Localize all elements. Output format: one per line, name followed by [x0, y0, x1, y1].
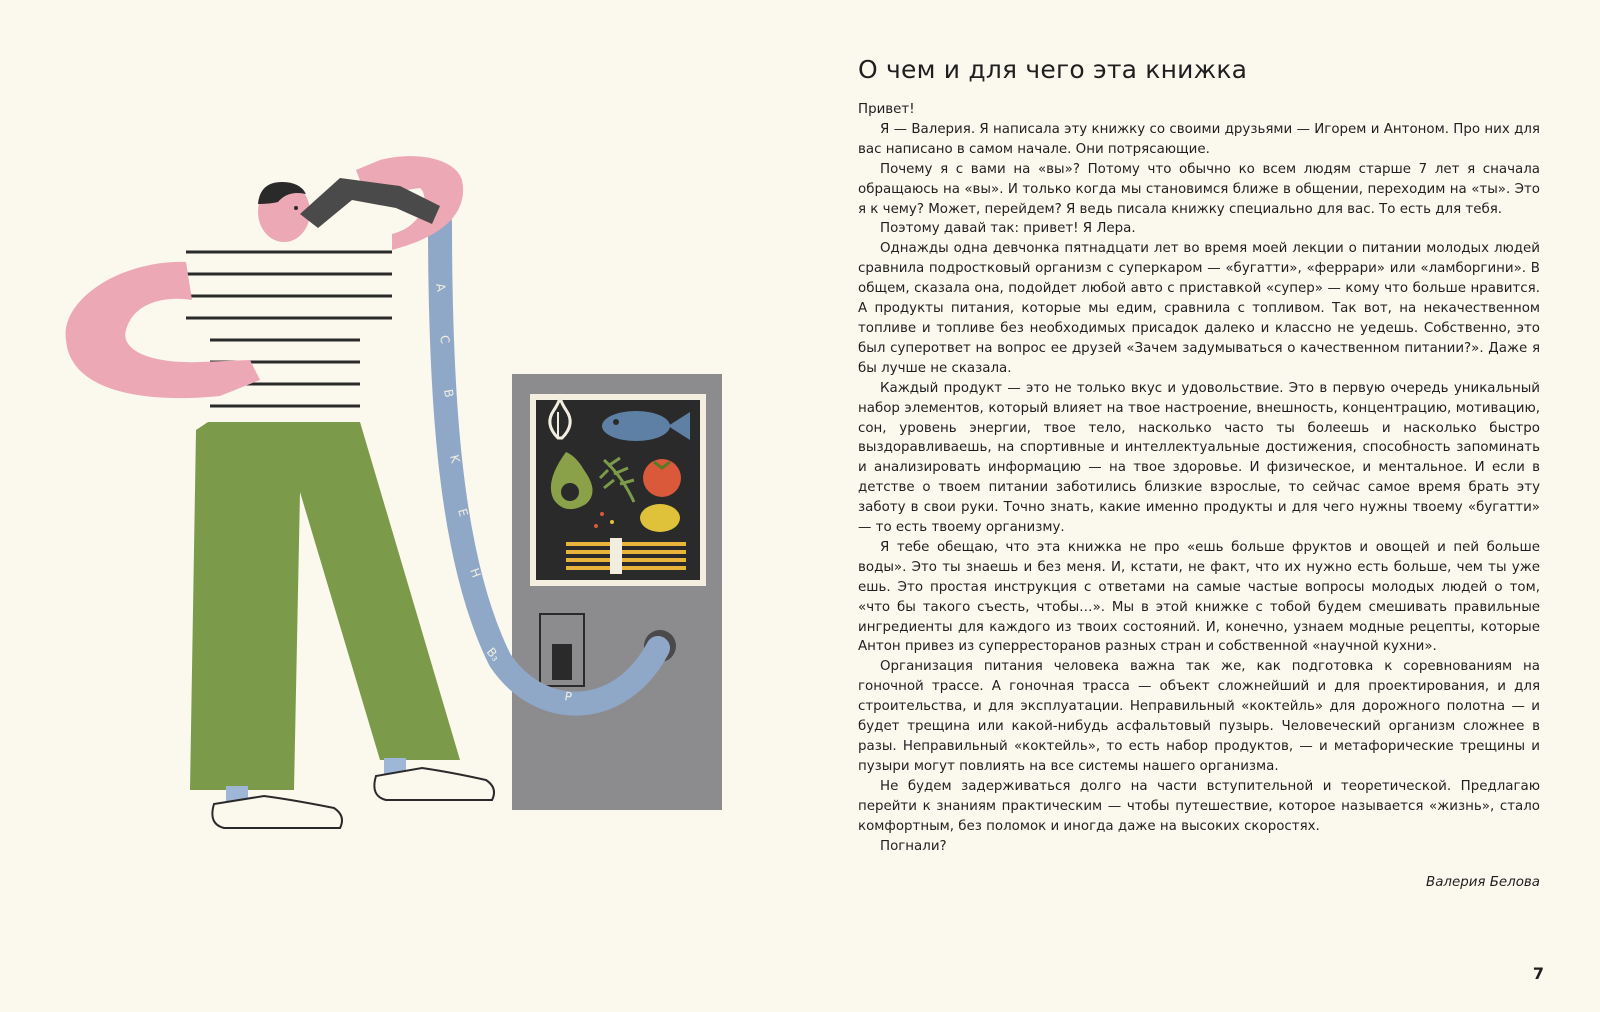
author-signature: Валерия Белова: [1426, 875, 1540, 891]
paragraph: Не будем задерживаться долго на части вступительной и теоретической. Предлагаю перейти к знаниям практическим — чтобы путешествие, которое называется «жизнь», стало комфортным, без поломок и иногда даже на высоких скоростях.: [858, 778, 1540, 834]
paragraph: Организация питания человека важна так же, как подготовка к соревнованиям на гоночной трассе. А гоночная трасса — объект сложнейший и для проектирования, и для строительства, и для эксплуатации. Неправильный «коктейль» для дорожного полотна — и будет трещина или какой-нибудь асфальтовый пузырь. Человеческий организм сложнее в разы. Неправильный «коктейль», то есть набор продуктов, — и метафорические трещины и пузыри могут повлиять на все системы нашего организма.: [858, 659, 1540, 774]
hose-letter-a: A: [433, 282, 449, 293]
food-machine: [512, 374, 722, 810]
hose-letter-c: C: [437, 334, 453, 345]
head: [258, 182, 310, 242]
hose-letter-k: K: [447, 453, 463, 465]
paragraph: Почему я с вами на «вы»? Потому что обычно ко всем людям старше 7 лет я сначала обращаюсь на «вы». И только когда мы становимся ближе в общении, переходим на «ты». Это я к чему? Может, перейдем? Я ведь писала книжку специально для вас. То есть для тебя.: [858, 161, 1540, 217]
hose-letter-p: P: [563, 689, 574, 705]
hose-letter-e: E: [455, 506, 471, 519]
page-number: 7: [1532, 964, 1544, 983]
pants: [190, 422, 460, 790]
page-title: О чем и для чего эта книжка: [858, 55, 1248, 84]
greeting: Привет!: [858, 102, 915, 117]
lemon-icon: [640, 504, 680, 532]
paragraph: Я тебе обещаю, что эта книжка не про «ешь больше фруктов и овощей и пей больше воды». Это ты знаешь и без меня. И, кстати, не факт, что их нужно есть больше, чем ты уже ешь. Это простая инструкция с ответами на самые частые вопросы молодых людей о том, «что бы такого съесть, чтобы…». Мы в этой книжке с тобой будем смешивать правильные ингредиенты для каждого из твоих состояний. И, конечно, узнаем модные рецепты, которые Антон привез из суперресторанов разных стран и собственной «научной кухни».: [858, 539, 1540, 655]
paragraph: Поэтому давай так: привет! Я Лера.: [880, 221, 1136, 237]
paragraph: Я — Валерия. Я написала эту книжку со своими друзьями — Игорем и Антоном. Про них для вас написано в самом начале. Они потрясающие.: [858, 121, 1540, 157]
paragraph: Однажды одна девчонка пятнадцати лет во время моей лекции о питании молодых людей сравнила подростковый организм с суперкаром — «бугатти», «феррари» или «ламборгини». В общем, сказала она, подойдет любой авто с приставкой «супер» — кому что больше нравится. А продукты питания, которые мы едим, сравнила с топливом. Так вот, на некачественном топливе и топливе без необходимых присадок далеко и классно не уедешь. Собственно, это был суперответ на вопрос ее друзей «Зачем задумываться о качественном питании?». Даже я бы лучше не сказала.: [858, 241, 1540, 376]
hose-letter-b: B: [441, 388, 457, 399]
tomato-icon: [643, 459, 681, 497]
paragraph: Погнали?: [880, 838, 947, 854]
paragraph: Каждый продукт — это не только вкус и удовольствие. Это в первую очередь уникальный набор элементов, который влияет на твое настроение, внешность, концентрацию, мотивацию, сон, уровень энергии, твое тело, насколько часто ты болеешь и насколько быстро выздоравливаешь, на спортивные и интеллектуальные достижения, способность запоминать и анализировать информацию — на твое здоровье. И физическое, и ментальное. И если в детстве о твоем питании заботились близкие взрослые, то сейчас самое время брать эту заботу в свои руки. Точно знать, какие именно продукты и для чего нужны твоему «бугатти» — то есть твоему организму.: [858, 380, 1540, 536]
text-column: [858, 52, 1540, 890]
hose-letter-b3: B₃: [483, 644, 503, 664]
hose-letter-h: H: [467, 566, 484, 580]
